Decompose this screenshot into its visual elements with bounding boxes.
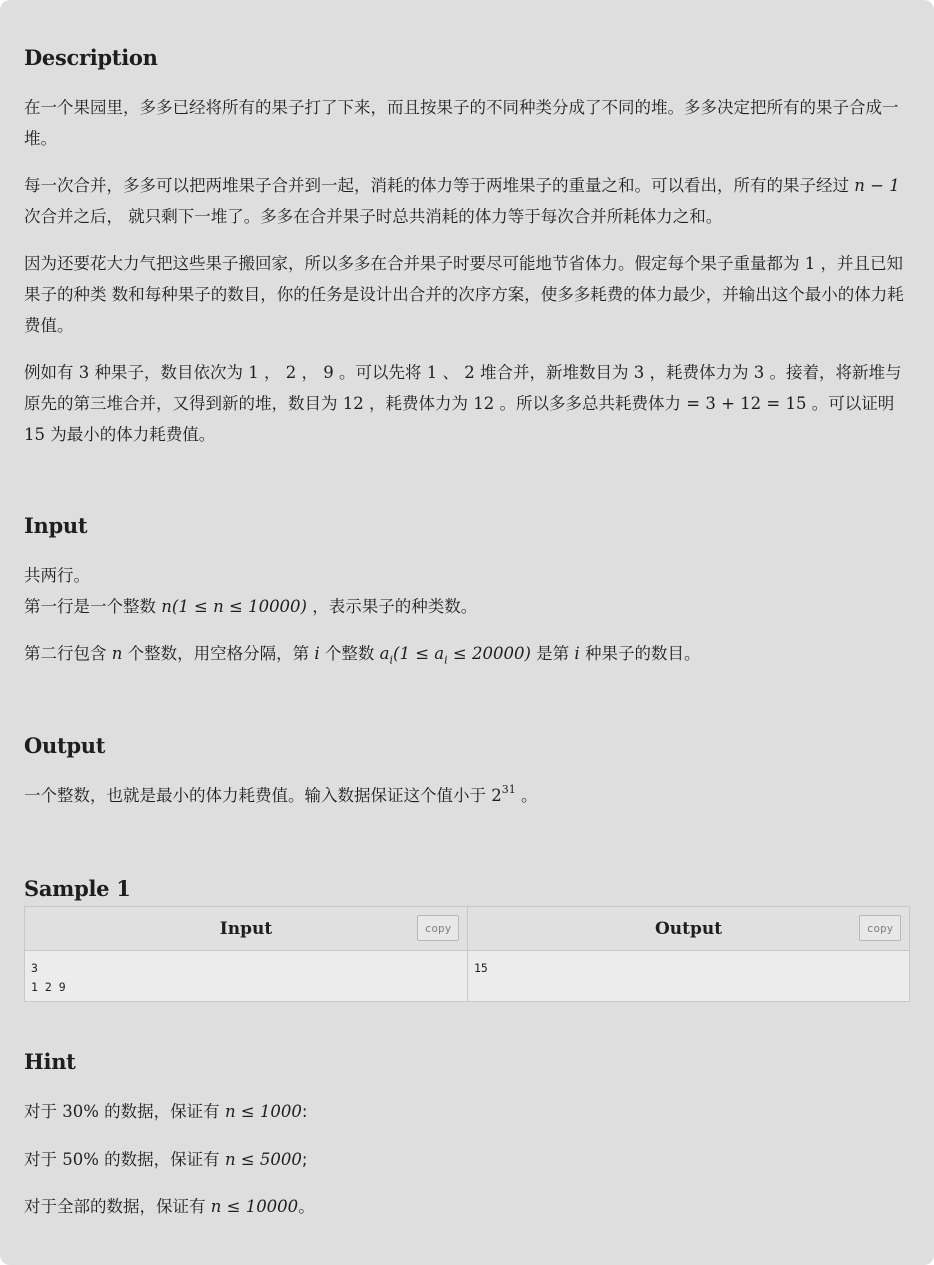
text: 。接着，将新堆与原先的第三堆合并，又得到新的堆，数目为 [24, 363, 902, 413]
math: 2 [464, 363, 475, 382]
text: 每一次合并，多多可以把两堆果子合并到一起，消耗的体力等于两堆果子的重量之和。可以看出，所有的果子经过 [24, 176, 855, 195]
output-heading: Output [24, 733, 106, 758]
output-paragraph [24, 780, 908, 811]
text: 对于全部的数据，保证有 [24, 1197, 211, 1216]
math: n ≤ 1000 [224, 1102, 302, 1121]
copy-input-button[interactable]: copy [417, 915, 459, 941]
sample-input-header [25, 907, 468, 951]
input-heading: Input [24, 513, 88, 538]
text: 、 [437, 363, 465, 382]
math: 15 [24, 425, 45, 444]
text: 因为还要花大力气把这些果子搬回家，所以多多在合并果子时要尽可能地节省体力。假定每个果子重量都为 [24, 254, 805, 273]
text: ，耗费体力为 [644, 363, 754, 382]
math: 1 [804, 254, 816, 273]
math-sup: 31 [501, 782, 516, 796]
sample-table [24, 906, 910, 1002]
hint-line-3 [24, 1191, 908, 1222]
text: 堆合并，新堆数目为 [474, 363, 634, 382]
text: 种果子，数目依次为 [89, 363, 249, 382]
sample-output-header [468, 907, 909, 951]
text: 第二行包含 [24, 644, 112, 663]
text: 次合并之后， 就只剩下一堆了。多多在合并果子时总共消耗的体力等于每次合并所耗体力之和。 [24, 207, 723, 226]
math: 1 [248, 363, 259, 382]
text: 种果子的数目。 [579, 644, 701, 663]
math: n − 1 [854, 176, 900, 195]
text: ， [296, 363, 324, 382]
math-sub: i [444, 653, 448, 667]
text: 。 [515, 786, 538, 805]
math: 3 [753, 363, 765, 382]
math: 2 [285, 363, 297, 382]
math: 50% [62, 1150, 99, 1169]
text: 。可以证明 [806, 394, 895, 413]
text: 。所以多多总共耗费体力 [494, 394, 687, 413]
math: n(1 ≤ n ≤ 10000) [161, 597, 307, 616]
text: ，耗费体力为 [363, 394, 474, 413]
sample-output-label: Output [654, 918, 723, 939]
math-sub: i [389, 653, 394, 667]
math: (1 ≤ a [393, 644, 445, 663]
text: 的数据，保证有 [98, 1150, 225, 1169]
math: 9 [323, 363, 334, 382]
sample-input-data[interactable]: 3 1 2 9 [25, 951, 468, 1001]
text: : [301, 1102, 308, 1121]
text: 对于 [24, 1150, 63, 1169]
text: 例如有 [24, 363, 79, 382]
sample-input-label: Input [219, 918, 273, 939]
math: ≤ 20000) [447, 644, 531, 663]
math: n [111, 644, 123, 663]
math: i [574, 644, 580, 663]
math: n ≤ 10000 [210, 1197, 299, 1216]
description-paragraph-3 [24, 248, 908, 341]
math: n ≤ 5000 [224, 1150, 302, 1169]
sample-heading: Sample 1 [24, 876, 131, 901]
math: = 3 + 12 = 15 [686, 394, 807, 413]
math [379, 644, 531, 667]
description-paragraph-4 [24, 357, 908, 450]
text: 第一行是一个整数 [24, 597, 162, 616]
text: 的数据，保证有 [98, 1102, 225, 1121]
math: 2 [491, 786, 502, 805]
text: 一个整数，也就是最小的体力耗费值。输入数据保证这个值小于 [24, 786, 492, 805]
math: 3 [633, 363, 645, 382]
text: 。 [298, 1197, 315, 1216]
text: 是第 [530, 644, 575, 663]
math: 3 [78, 363, 90, 382]
text: 个整数 [319, 644, 380, 663]
text: ，表示果子的种类数。 [307, 597, 478, 616]
text: 对于 [24, 1102, 63, 1121]
math: 1 [426, 363, 438, 382]
math: a [379, 644, 390, 663]
math: 30% [62, 1102, 99, 1121]
hint-line-2 [24, 1144, 908, 1175]
description-paragraph-1 [24, 92, 908, 154]
sample-output-data[interactable]: 15 [468, 951, 909, 1001]
text: 为最小的体力耗费值。 [45, 425, 216, 444]
text: 在一个果园里，多多已经将所有的果子打了下来，而且按果子的不同种类分成了不同的堆。多多决定把所有的果子合成一堆。 [24, 98, 899, 148]
text: 共两行。 [24, 566, 90, 585]
text: 个整数，用空格分隔，第 [122, 644, 315, 663]
text: ; [301, 1150, 308, 1169]
math: 12 [342, 394, 364, 413]
text: ， [258, 363, 286, 382]
math: 12 [473, 394, 495, 413]
hint-line-1 [24, 1096, 908, 1127]
input-paragraph-2 [24, 638, 908, 669]
hint-heading: Hint [24, 1049, 76, 1074]
copy-output-button[interactable]: copy [859, 915, 901, 941]
text: 。可以先将 [333, 363, 427, 382]
description-paragraph-2 [24, 170, 908, 232]
input-paragraph-1 [24, 560, 908, 622]
text: ，并且已知果子的种类 数和每种果子的数目，你的任务是设计出合并的次序方案，使多多耗费的体力最少，并输出这个最小的体力耗费值。 [24, 254, 904, 335]
description-heading: Description [24, 45, 158, 70]
math: i [314, 644, 320, 663]
